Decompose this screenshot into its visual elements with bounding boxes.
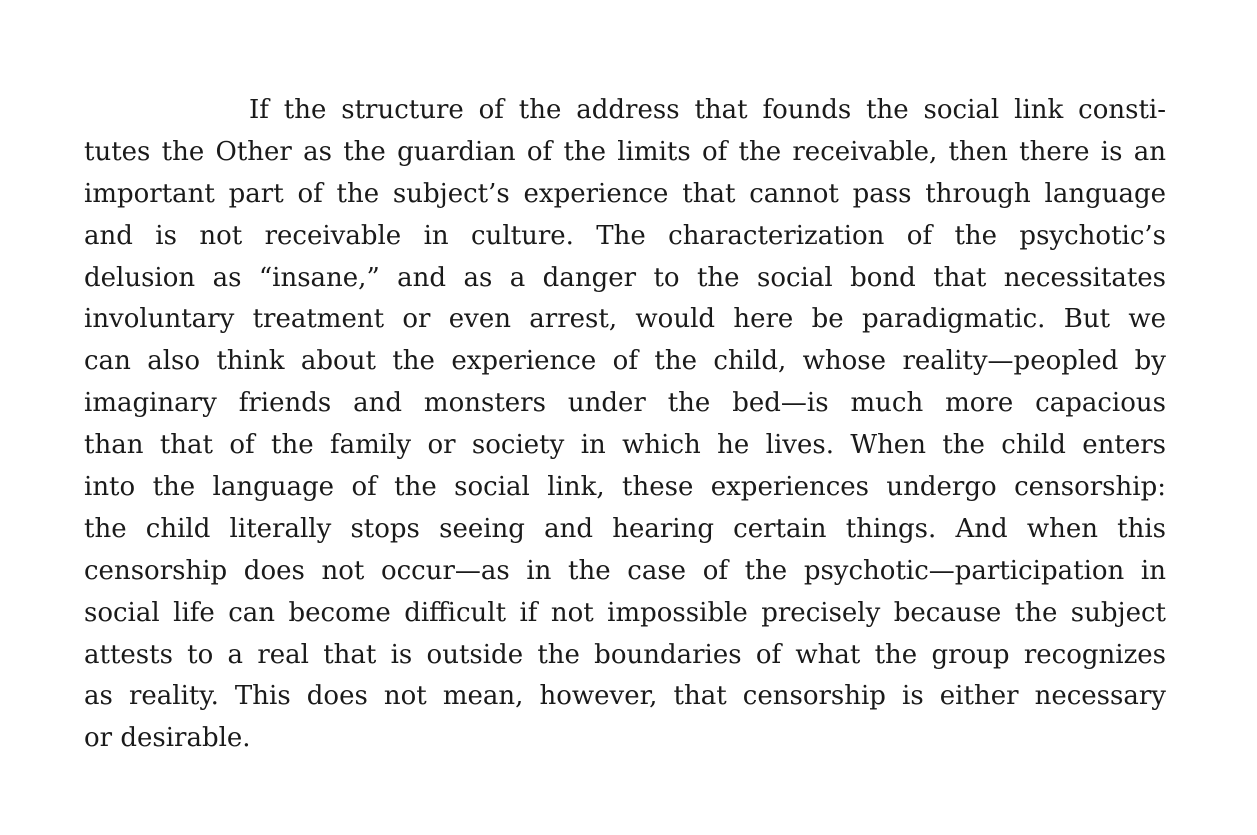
paragraph-line: If the structure of the address that founds the social link consti- [249,95,1166,125]
paragraph-line: involuntary treatment or even arrest, would here be paradigmatic. But we [84,304,1166,335]
paragraph-line: imaginary friends and monsters under the bed—is much more capacious [84,388,1166,419]
paragraph-line: the child literally stops seeing and hearing certain things. And when this [84,513,1166,544]
paragraph-line: censorship does not occur—as in the case of the psychotic—participation in [84,555,1166,586]
paragraph-line: important part of the subject’s experience that cannot pass through language [84,178,1166,209]
body-paragraph [84,90,1166,760]
paragraph-line: social life can become difficult if not impossible precisely because the subject [84,597,1166,628]
paragraph-line: delusion as “insane,” and as a danger to the social bond that necessitates [84,262,1166,293]
paragraph-line: tutes the Other as the guardian of the limits of the receivable, then there is an [84,136,1166,167]
paragraph-line: as reality. This does not mean, however, that censorship is either necessary [84,681,1166,712]
paragraph-line: can also think about the experience of the child, whose reality—peopled by [84,346,1166,377]
paragraph-line: and is not receivable in culture. The characterization of the psychotic’s [84,220,1166,251]
paragraph-line: into the language of the social link, these experiences undergo censorship: [84,472,1166,503]
paragraph-line: or desirable. [84,723,251,754]
paragraph-line: attests to a real that is outside the boundaries of what the group recognizes [84,639,1166,670]
paragraph-line: than that of the family or society in which he lives. When the child enters [84,430,1166,461]
